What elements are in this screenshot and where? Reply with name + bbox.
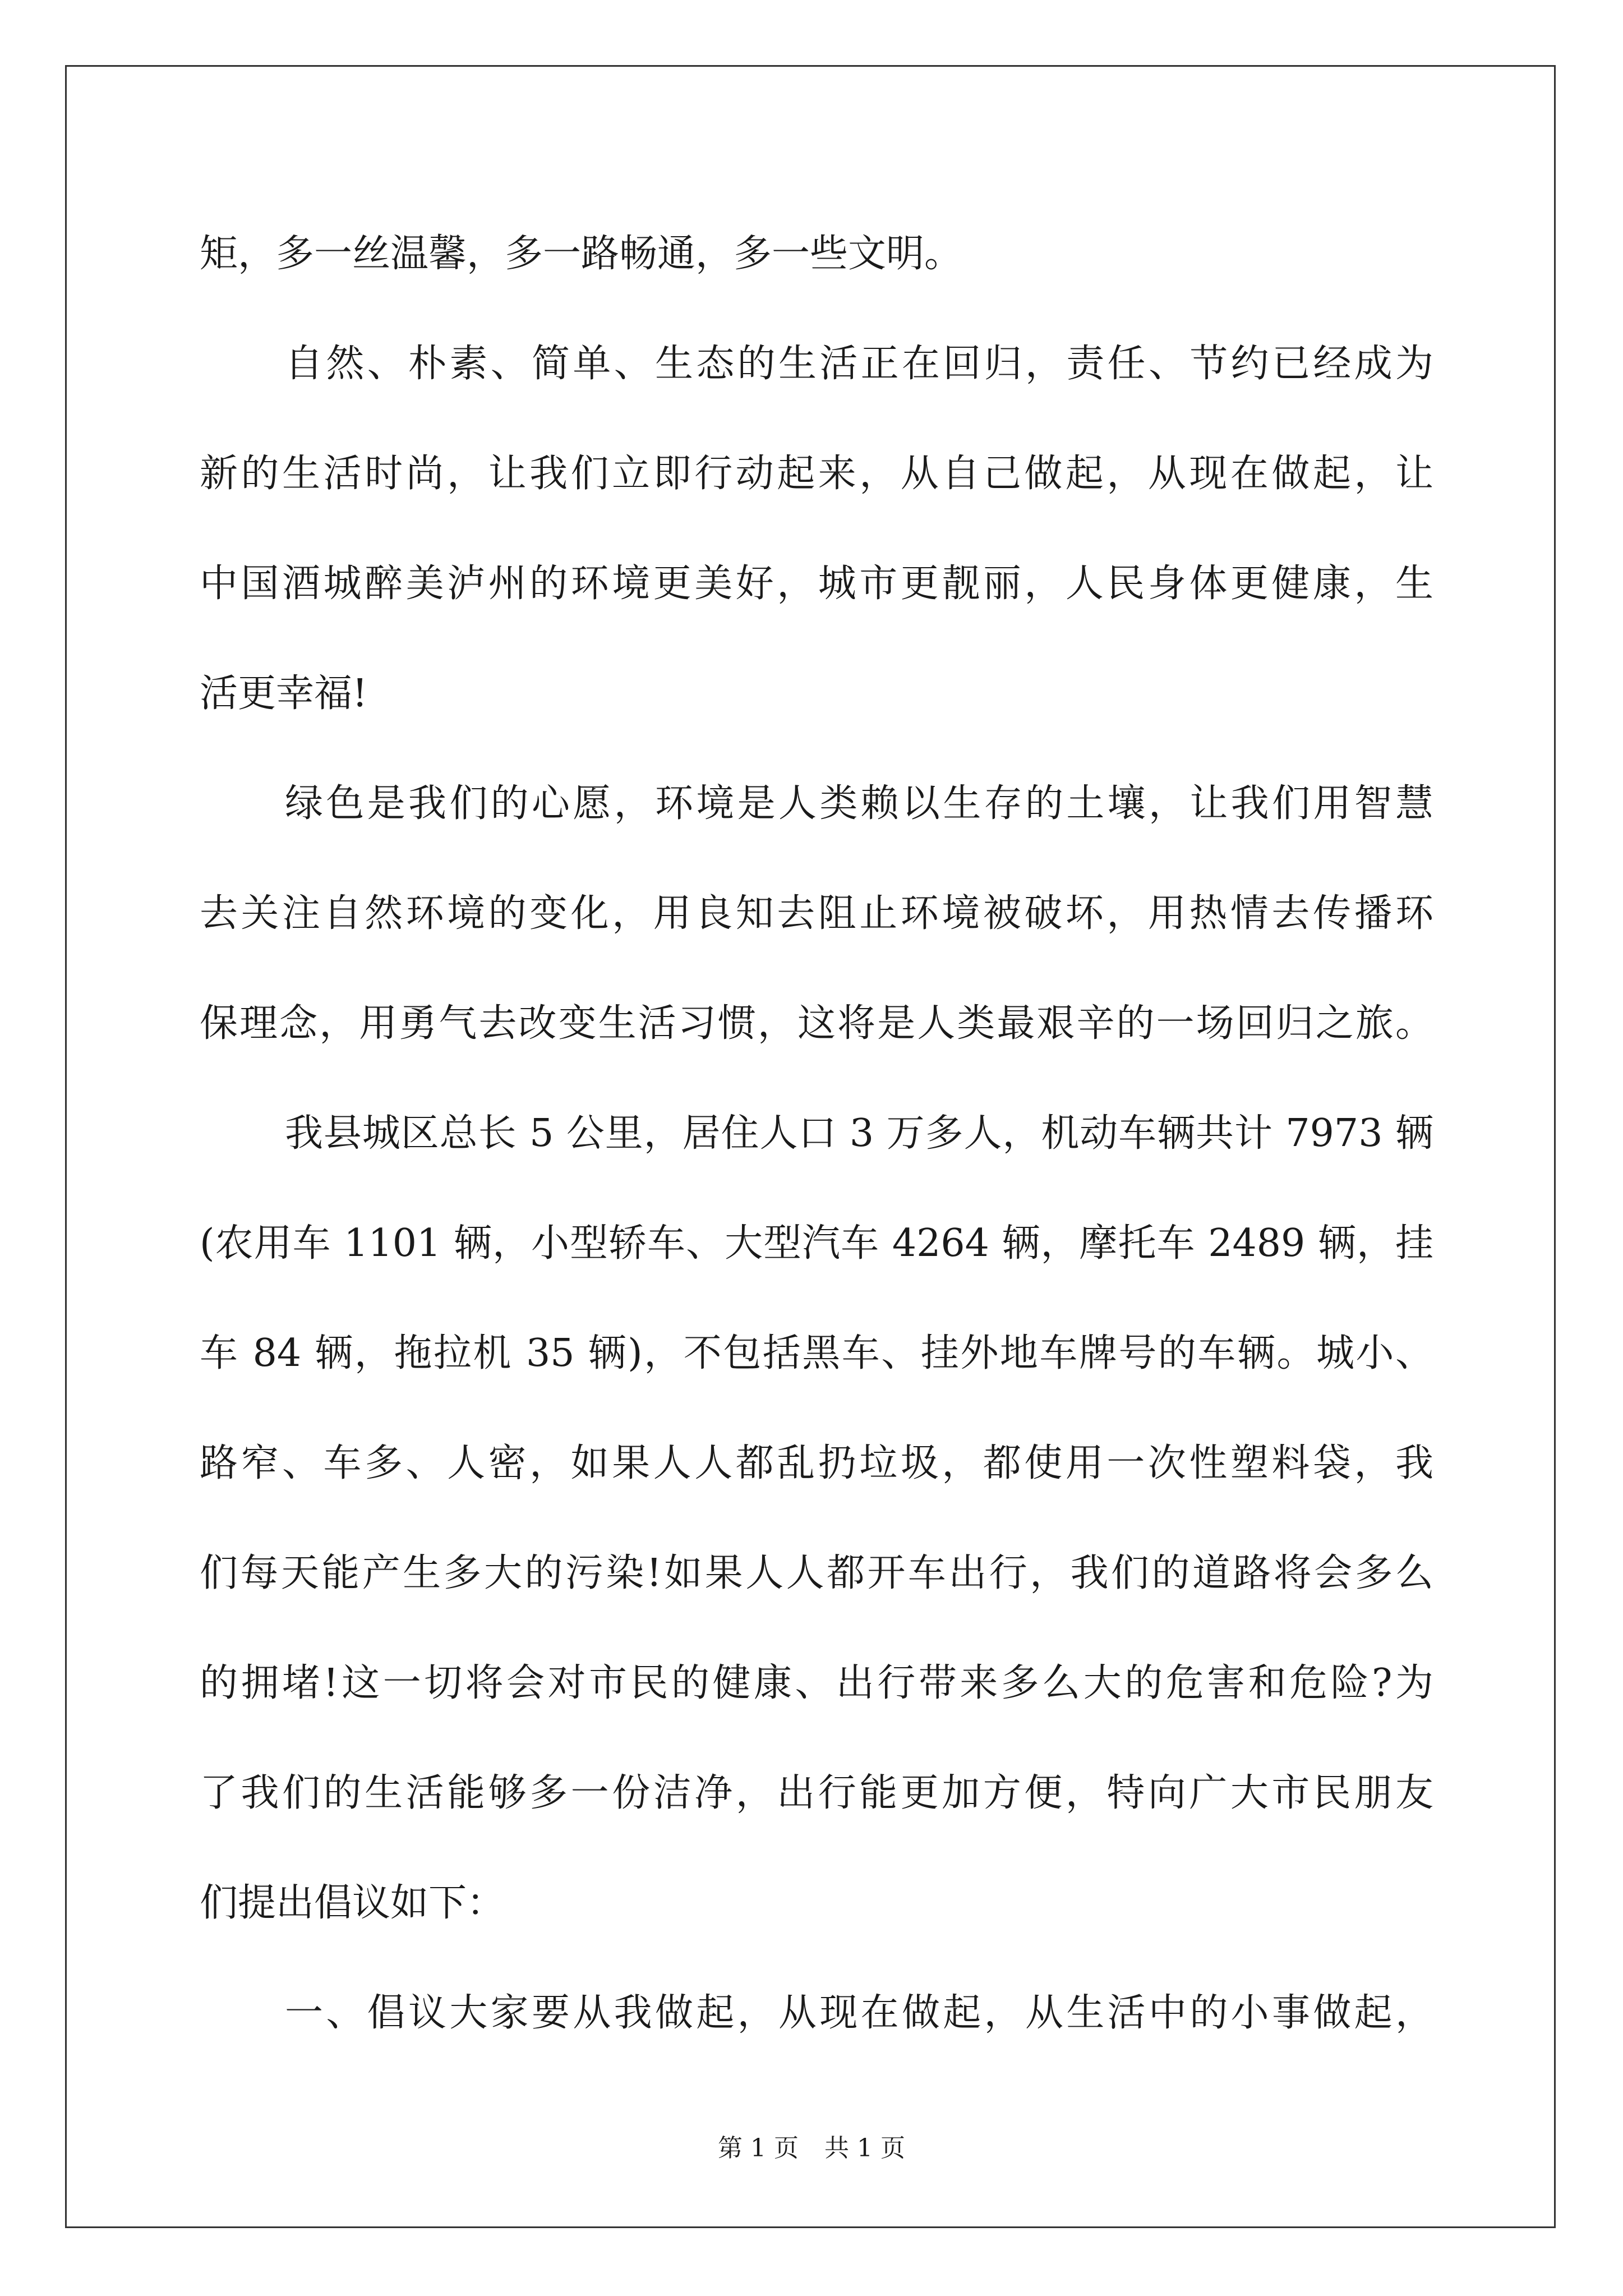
- text-line: 中国酒城醉美泸州的环境更美好，城市更靓丽，人民身体更健康，生: [200, 562, 1433, 606]
- text-line: (农用车 1101 辆，小型轿车、大型汽车 4264 辆，摩托车 2489 辆，挂: [200, 1221, 1433, 1266]
- text-line: 绿色是我们的心愿，环境是人类赖以生存的土壤，让我们用智慧: [285, 781, 1433, 826]
- text-line: 去关注自然环境的变化，用良知去阻止环境被破坏，用热情去传播环: [200, 891, 1433, 936]
- text-line: 我县城区总长 5 公里，居住人口 3 万多人，机动车辆共计 7973 辆: [285, 1111, 1433, 1156]
- page-number-total: 共 1 页: [824, 2134, 905, 2162]
- text-line: 活更幸福!: [200, 671, 368, 716]
- text-line: 了我们的生活能够多一份洁净，出行能更加方便，特向广大市民朋友: [200, 1771, 1433, 1815]
- text-line: 矩，多一丝温馨，多一路畅通，多一些文明。: [200, 232, 963, 276]
- text-line: 车 84 辆，拖拉机 35 辆)，不包括黑车、挂外地车牌号的车辆。城小、: [200, 1331, 1433, 1375]
- document-body: [200, 199, 1433, 2068]
- text-line: 自然、朴素、简单、生态的生活正在回归，责任、节约已经成为: [285, 342, 1433, 386]
- text-line: 一、倡议大家要从我做起，从现在做起，从生活中的小事做起，: [285, 1991, 1433, 2035]
- text-line: 新的生活时尚，让我们立即行动起来，从自己做起，从现在做起，让: [200, 452, 1433, 496]
- text-line: 的拥堵!这一切将会对市民的健康、出行带来多么大的危害和危险?为: [200, 1661, 1433, 1705]
- text-line: 保理念，用勇气去改变生活习惯，这将是人类最艰辛的一场回归之旅。: [200, 1001, 1433, 1046]
- page-number-current: 第 1 页: [718, 2134, 799, 2162]
- page-footer: [0, 2132, 1623, 2165]
- text-line: 们每天能产生多大的污染!如果人人都开车出行，我们的道路将会多么: [200, 1551, 1433, 1595]
- text-line: 路窄、车多、人密，如果人人都乱扔垃圾，都使用一次性塑料袋，我: [200, 1441, 1433, 1485]
- text-line: 们提出倡议如下：: [200, 1881, 505, 1925]
